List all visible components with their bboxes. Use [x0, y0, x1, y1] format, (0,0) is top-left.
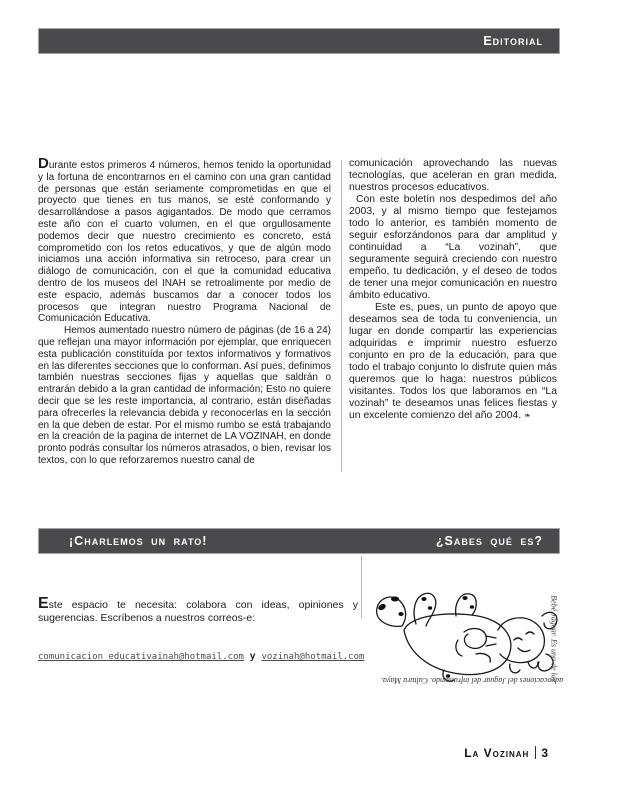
section-title-sabes-que-es: ¿Sabes qué es?	[435, 534, 543, 548]
column-divider-rule	[341, 160, 342, 472]
footer-divider	[535, 746, 536, 759]
contact-intro-text: Este espacio te necesita: colabora con ideas, opiniones y sugerencias. Escríbenos a nuestros correos-e:	[38, 595, 358, 624]
article-column-right	[349, 158, 557, 422]
lower-divider-rule	[361, 556, 362, 618]
figure-caption-bottom: advocaciones del Jaguar del inframundo. Cultura Maya.	[380, 676, 564, 685]
page-footer	[380, 744, 548, 762]
section-title-charlemos: ¡Charlemos un rato!	[69, 534, 208, 548]
article-paragraph: Durante estos primeros 4 números, hemos tenido la oportunidad y la fortuna de encontrarnos en el camino con una gran cantidad de personas que están seriamente comprometidas en que el proyecto que tienes en tus manos, se esté conformando y desarrollándose a pasos agigantados. De modo que cerramos este año con el cuarto volumen, en el que orgullosamente podemos decir que nuestro crecimiento es concreto, está comprometido con los retos educativos, y que de algún modo iniciamos una acción informativa sin retroceso, para crear un diálogo de comunicación, con el que la comunidad educativa dentro de los museos del INAH se retroalimente por medio de este espacio, además buscamos dar a conocer todos los procesos que integran nuestro Programa Nacional de Comunicación Educativa.	[38, 155, 331, 325]
footer-page-number: 3	[541, 746, 548, 760]
editorial-title: Editorial	[483, 34, 543, 48]
contact-emails	[38, 651, 365, 662]
email-conjunction: y	[249, 651, 256, 662]
article-paragraph: comunicación aprovechando las nuevas tecnologías, que aceleran en gran medida, nuestros procesos educativos.	[349, 158, 557, 193]
figure-caption-side: Bebé Jaguar. Es una de las	[549, 595, 559, 682]
jaguar-drawing-icon	[368, 582, 563, 688]
section-header-bar	[38, 528, 560, 554]
email-link-comunicacion-educativa[interactable]: comunicacion_educativainah@hotmail.com	[38, 652, 244, 662]
article-paragraph: Hemos aumentado nuestro número de páginas (de 16 a 24) que reflejan una mayor información por ejemplar, que enriquecen esta publicación constituída por textos informativos y formativos en las diferentes secciones que lo conforman. Así pues, definimos también nuestras secciones fijas y aquellas que saldrán o entrarán debido a la gran cantidad de información; Esto no quiere decir que se les reste importancia, al contrario, están diseñadas para ofrecerles la relevancia debida y reconocerlas en la sección en la que deben de estar. Por el mismo rumbo se está trabajando en la creación de la pagina de internet de LA VOZINAH, en donde pronto podrás consultar los números atrasados, o bien, revisar los textos, con lo que reforzaremos nuestro canal de	[38, 325, 331, 466]
article-end-mark-icon: ❧	[524, 411, 531, 420]
article-paragraph: Con este boletín nos despedimos del año 2003, y al mismo tiempo que festejamos todo lo anterior, es también momento de seguir esforzándonos para dar amplitud y continuidad a “La vozinah”, que seguramente seguirá creciendo con nuestro empeño, tu dedicación, y el deseo de todos de tener una mejor comunicación en nuestro ámbito educativo.	[349, 194, 557, 301]
jaguar-illustration	[368, 582, 563, 688]
article-paragraph-text: Este es, pues, un punto de apoyo que deseamos sea de toda tu conveniencia, un lugar en donde compartir las experiencias adquiridas e imprimir nuestro esfuerzo conjunto en pro de la educación, para que todo el trabajo conjunto lo disfrute quien más queremos que lo haga: nuestros públicos visitantes. Todos los que laboramos en “La vozinah” te deseamos unas felices fiestas y un excelente comienzo del año 2004.	[349, 302, 557, 421]
article-column-left	[38, 155, 331, 467]
editorial-header-bar	[38, 28, 560, 54]
footer-brand: La Vozinah	[464, 746, 530, 760]
contact-section	[38, 595, 365, 662]
email-link-vozinah[interactable]: vozinah@hotmail.com	[261, 652, 365, 662]
article-paragraph	[349, 302, 557, 422]
